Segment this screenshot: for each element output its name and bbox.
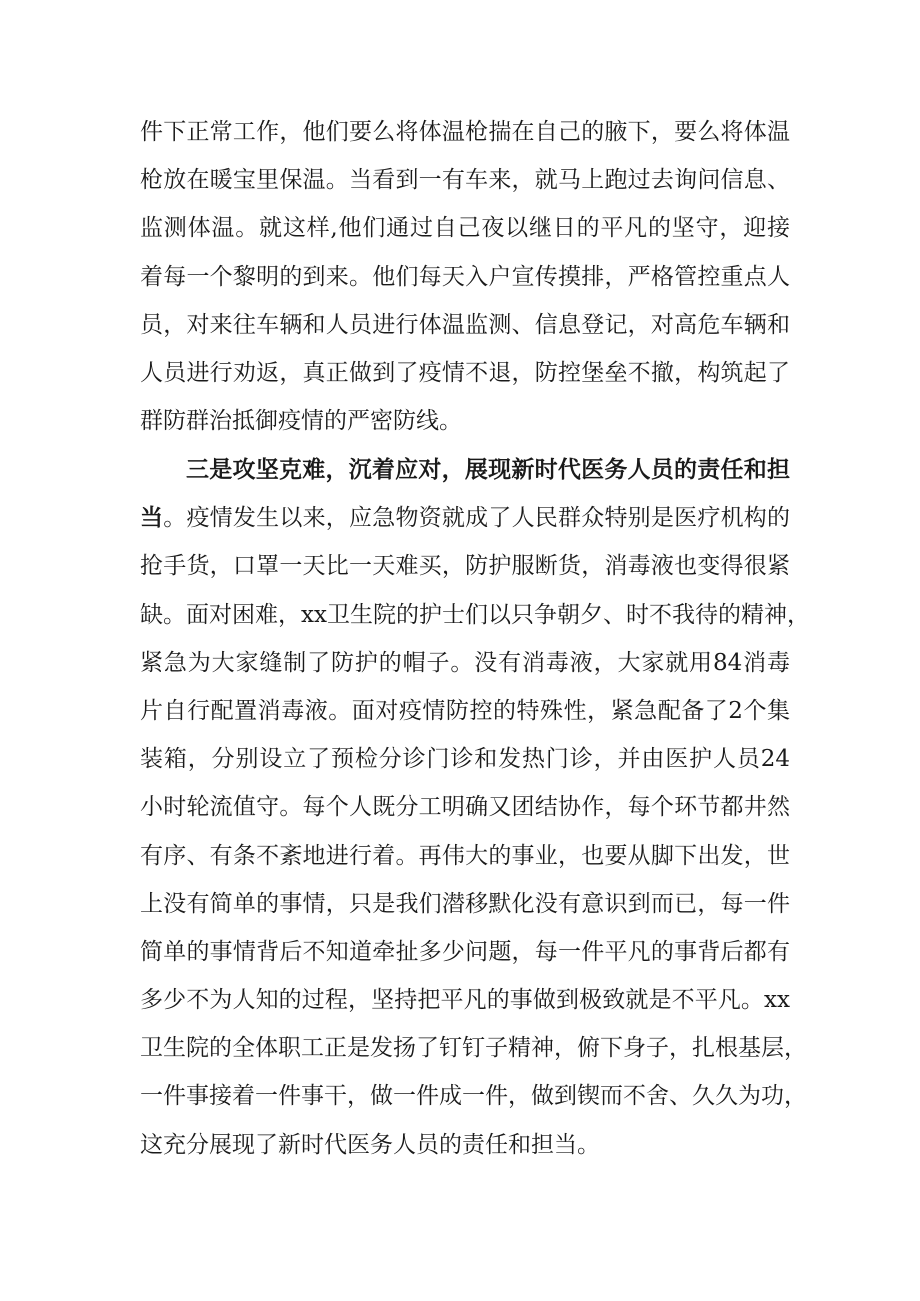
text-line: 一件事接着一件事干，做一件成一件，做到锲而不舍、久久为功， <box>140 1083 807 1110</box>
text-line: 小时轮流值守。每个人既分工明确又团结协作，每个环节都井然 <box>140 794 790 821</box>
paragraph-1 <box>140 108 790 445</box>
text-line: 多少不为人知的过程，坚持把平凡的事做到极致就是不平凡。xx <box>140 987 790 1014</box>
text-line <box>140 494 790 542</box>
section-heading: 三是攻坚克难，沉着应对，展现新时代医务人员的责任和担 <box>186 457 790 483</box>
text-line: 装箱，分别设立了预检分诊门诊和发热门诊，并由医护人员24 <box>140 746 790 773</box>
paragraph-2 <box>140 446 810 1169</box>
text-line: 抢手货，口罩一天比一天难买，防护服断货，消毒液也变得很紧 <box>140 553 790 580</box>
text-line: 人员进行劝返，真正做到了疫情不退，防控堡垒不撤，构筑起了 <box>140 359 790 386</box>
text-line: 监测体温。就这样,他们通过自己夜以继日的平凡的坚守，迎接 <box>140 215 790 242</box>
text-line: 这充分展现了新时代医务人员的责任和担当。 <box>140 1131 600 1158</box>
text-line: 卫生院的全体职工正是发扬了钉钉子精神，俯下身子，扎根基层， <box>140 1035 807 1062</box>
text-line: 群防群治抵御疫情的严密防线。 <box>140 408 462 435</box>
text-line: 紧急为大家缝制了防护的帽子。没有消毒液，大家就用84消毒 <box>140 649 790 676</box>
text-line: 上没有简单的事情，只是我们潜移默化没有意识到而已，每一件 <box>140 890 790 917</box>
section-heading-end: 当 <box>140 505 164 532</box>
text-line: 件下正常工作，他们要么将体温枪揣在自己的腋下，要么将体温 <box>140 119 790 145</box>
text-line: 有序、有条不紊地进行着。再伟大的事业，也要从脚下出发，世 <box>140 842 790 869</box>
text-line-rest: 。疫情发生以来，应急物资就成了人民群众特别是医疗机构的 <box>163 505 791 532</box>
text-line: 着每一个黎明的到来。他们每天入户宣传摸排，严格管控重点人 <box>140 263 790 290</box>
text-line: 枪放在暖宝里保温。当看到一有车来，就马上跑过去询问信息、 <box>140 167 790 194</box>
text-line: 简单的事情背后不知道牵扯多少问题，每一件平凡的事背后都有 <box>140 938 790 965</box>
text-line: 员，对来往车辆和人员进行体温监测、信息登记，对高危车辆和 <box>140 311 790 338</box>
text-line: 片自行配置消毒液。面对疫情防控的特殊性，紧急配备了2个集 <box>140 697 790 724</box>
text-line: 缺。面对困难，xx卫生院的护士们以只争朝夕、时不我待的精神， <box>140 601 810 628</box>
